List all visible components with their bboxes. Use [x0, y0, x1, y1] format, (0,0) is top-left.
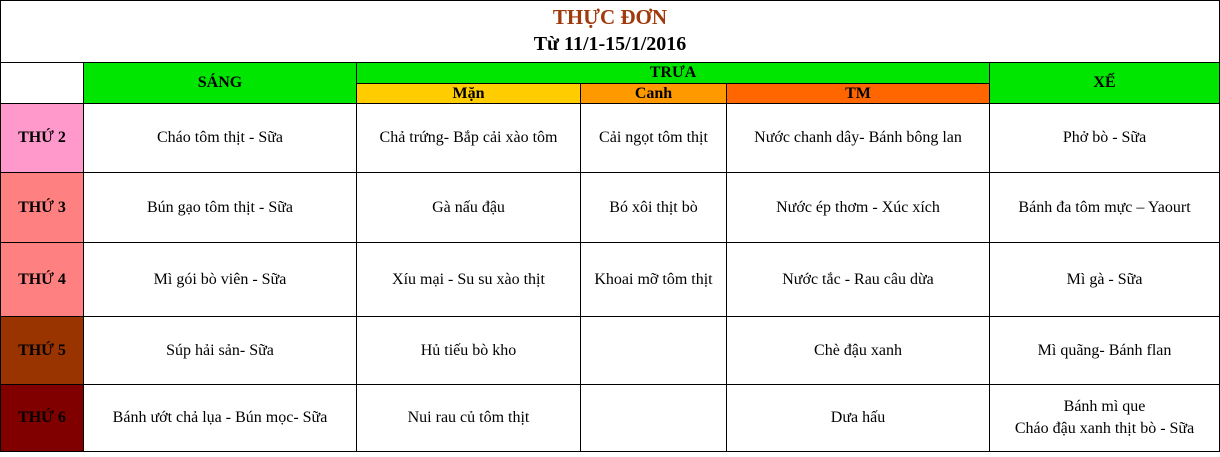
snack-cell: Mì gà - Sữa — [990, 243, 1220, 317]
table-row — [1, 104, 1220, 173]
day-label: THỨ 4 — [1, 243, 84, 317]
snack-cell: Phở bò - Sữa — [990, 104, 1220, 173]
lunch-canh-cell: Bó xôi thịt bò — [581, 173, 727, 243]
header-xe: XẾ — [990, 63, 1220, 104]
header-sang: SÁNG — [84, 63, 357, 104]
subheader-tm: TM — [727, 84, 990, 104]
corner-cell — [1, 63, 84, 104]
lunch-tm-cell: Nước tắc - Rau câu dừa — [727, 243, 990, 317]
snack-line-2: Cháo đậu xanh thịt bò - Sữa — [1014, 420, 1195, 437]
table-row — [1, 173, 1220, 243]
breakfast-cell: Mì gói bò viên - Sữa — [84, 243, 357, 317]
lunch-tm-cell: Nước ép thơm - Xúc xích — [727, 173, 990, 243]
day-label: THỨ 3 — [1, 173, 84, 243]
day-label: THỨ 6 — [1, 385, 84, 452]
lunch-tm-cell: Nước chanh dây- Bánh bông lan — [727, 104, 990, 173]
subheader-canh: Canh — [581, 84, 727, 104]
snack-cell — [990, 385, 1220, 452]
header-trua: TRƯA — [357, 63, 990, 84]
lunch-man-cell: Gà nấu đậu — [357, 173, 581, 243]
table-row — [1, 385, 1220, 452]
date-range: Từ 11/1-15/1/2016 — [533, 33, 687, 55]
lunch-man-cell: Nui rau củ tôm thịt — [357, 385, 581, 452]
breakfast-cell: Bánh ướt chả lụa - Bún mọc- Sữa — [84, 385, 357, 452]
menu-table — [0, 62, 1220, 452]
lunch-canh-cell — [581, 317, 727, 385]
lunch-man-cell: Hủ tiếu bò kho — [357, 317, 581, 385]
menu-title-block — [0, 0, 1220, 63]
lunch-man-cell: Chả trứng- Bắp cải xào tôm — [357, 104, 581, 173]
breakfast-cell: Súp hải sản- Sữa — [84, 317, 357, 385]
lunch-tm-cell: Chè đậu xanh — [727, 317, 990, 385]
lunch-canh-cell: Khoai mỡ tôm thịt — [581, 243, 727, 317]
page-title: THỰC ĐƠN — [552, 5, 668, 29]
breakfast-cell: Bún gạo tôm thịt - Sữa — [84, 173, 357, 243]
snack-cell: Bánh đa tôm mực – Yaourt — [990, 173, 1220, 243]
subheader-man: Mặn — [357, 84, 581, 104]
snack-line-1: Bánh mì que — [1063, 398, 1146, 415]
lunch-canh-cell — [581, 385, 727, 452]
table-row — [1, 317, 1220, 385]
lunch-man-cell: Xíu mại - Su su xào thịt — [357, 243, 581, 317]
day-label: THỨ 5 — [1, 317, 84, 385]
day-label: THỨ 2 — [1, 104, 84, 173]
breakfast-cell: Cháo tôm thịt - Sữa — [84, 104, 357, 173]
table-row — [1, 243, 1220, 317]
lunch-tm-cell: Dưa hấu — [727, 385, 990, 452]
lunch-canh-cell: Cải ngọt tôm thịt — [581, 104, 727, 173]
snack-cell: Mì quãng- Bánh flan — [990, 317, 1220, 385]
